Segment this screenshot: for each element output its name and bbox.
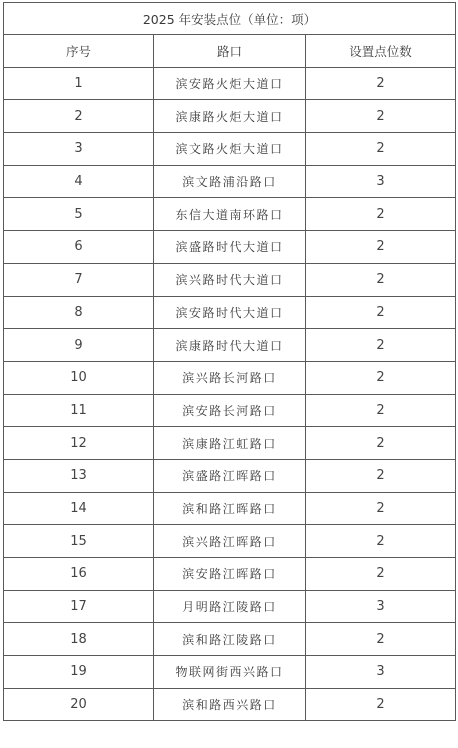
serial-number-cell: 1 [4,67,154,100]
table-row [4,263,456,296]
table-title-row [4,3,456,35]
table-row [4,623,456,656]
intersection-cell: 滨安路江晖路口 [154,558,306,591]
point-count-cell: 2 [306,67,456,100]
serial-number-cell: 2 [4,100,154,133]
point-count-cell: 2 [306,198,456,231]
point-count-cell: 2 [306,263,456,296]
intersection-cell: 滨兴路江晖路口 [154,525,306,558]
intersection-cell: 滨康路时代大道口 [154,329,306,362]
table-row [4,133,456,166]
serial-number-cell: 6 [4,231,154,264]
intersection-cell: 滨安路时代大道口 [154,296,306,329]
table-row [4,590,456,623]
serial-number-cell: 15 [4,525,154,558]
table-body [4,67,456,721]
point-count-cell: 2 [306,525,456,558]
point-count-cell: 2 [306,361,456,394]
table-row [4,67,456,100]
intersection-cell: 滨盛路时代大道口 [154,231,306,264]
serial-number-cell: 3 [4,133,154,166]
table-title: 2025 年安装点位（单位：项） [4,3,456,35]
intersection-cell: 滨文路火炬大道口 [154,133,306,166]
document-page [3,2,455,721]
table-row [4,165,456,198]
serial-number-cell: 14 [4,492,154,525]
table-row [4,525,456,558]
intersection-cell: 月明路江陵路口 [154,590,306,623]
table-row [4,558,456,591]
header-serial-number: 序号 [4,35,154,68]
table-row [4,427,456,460]
table-row [4,100,456,133]
intersection-cell: 滨安路长河路口 [154,394,306,427]
intersection-cell: 滨康路火炬大道口 [154,100,306,133]
intersection-cell: 滨和路江晖路口 [154,492,306,525]
point-count-cell: 2 [306,329,456,362]
table-row [4,688,456,721]
table-row [4,198,456,231]
point-count-cell: 3 [306,165,456,198]
serial-number-cell: 5 [4,198,154,231]
table-row [4,656,456,689]
intersection-cell: 东信大道南环路口 [154,198,306,231]
point-count-cell: 2 [306,296,456,329]
serial-number-cell: 9 [4,329,154,362]
intersection-cell: 滨文路浦沿路口 [154,165,306,198]
serial-number-cell: 7 [4,263,154,296]
point-count-cell: 2 [306,394,456,427]
serial-number-cell: 8 [4,296,154,329]
point-count-cell: 2 [306,133,456,166]
table-row [4,329,456,362]
intersection-cell: 滨兴路时代大道口 [154,263,306,296]
intersection-cell: 滨和路西兴路口 [154,688,306,721]
point-count-cell: 2 [306,231,456,264]
serial-number-cell: 16 [4,558,154,591]
intersection-cell: 滨和路江陵路口 [154,623,306,656]
intersection-cell: 滨盛路江晖路口 [154,459,306,492]
table-header-row [4,35,456,68]
intersection-cell: 滨安路火炬大道口 [154,67,306,100]
point-count-cell: 3 [306,590,456,623]
serial-number-cell: 19 [4,656,154,689]
point-count-cell: 2 [306,623,456,656]
serial-number-cell: 17 [4,590,154,623]
intersection-cell: 物联网街西兴路口 [154,656,306,689]
table-row [4,492,456,525]
table-row [4,361,456,394]
point-count-cell: 2 [306,688,456,721]
intersection-cell: 滨兴路长河路口 [154,361,306,394]
point-count-cell: 2 [306,100,456,133]
serial-number-cell: 18 [4,623,154,656]
table-row [4,459,456,492]
table-row [4,394,456,427]
table-row [4,296,456,329]
installation-points-table [3,2,456,721]
point-count-cell: 2 [306,427,456,460]
serial-number-cell: 13 [4,459,154,492]
table-row [4,231,456,264]
serial-number-cell: 12 [4,427,154,460]
intersection-cell: 滨康路江虹路口 [154,427,306,460]
point-count-cell: 2 [306,459,456,492]
point-count-cell: 2 [306,558,456,591]
serial-number-cell: 4 [4,165,154,198]
serial-number-cell: 11 [4,394,154,427]
header-intersection: 路口 [154,35,306,68]
point-count-cell: 3 [306,656,456,689]
header-point-count: 设置点位数 [306,35,456,68]
point-count-cell: 2 [306,492,456,525]
serial-number-cell: 20 [4,688,154,721]
serial-number-cell: 10 [4,361,154,394]
